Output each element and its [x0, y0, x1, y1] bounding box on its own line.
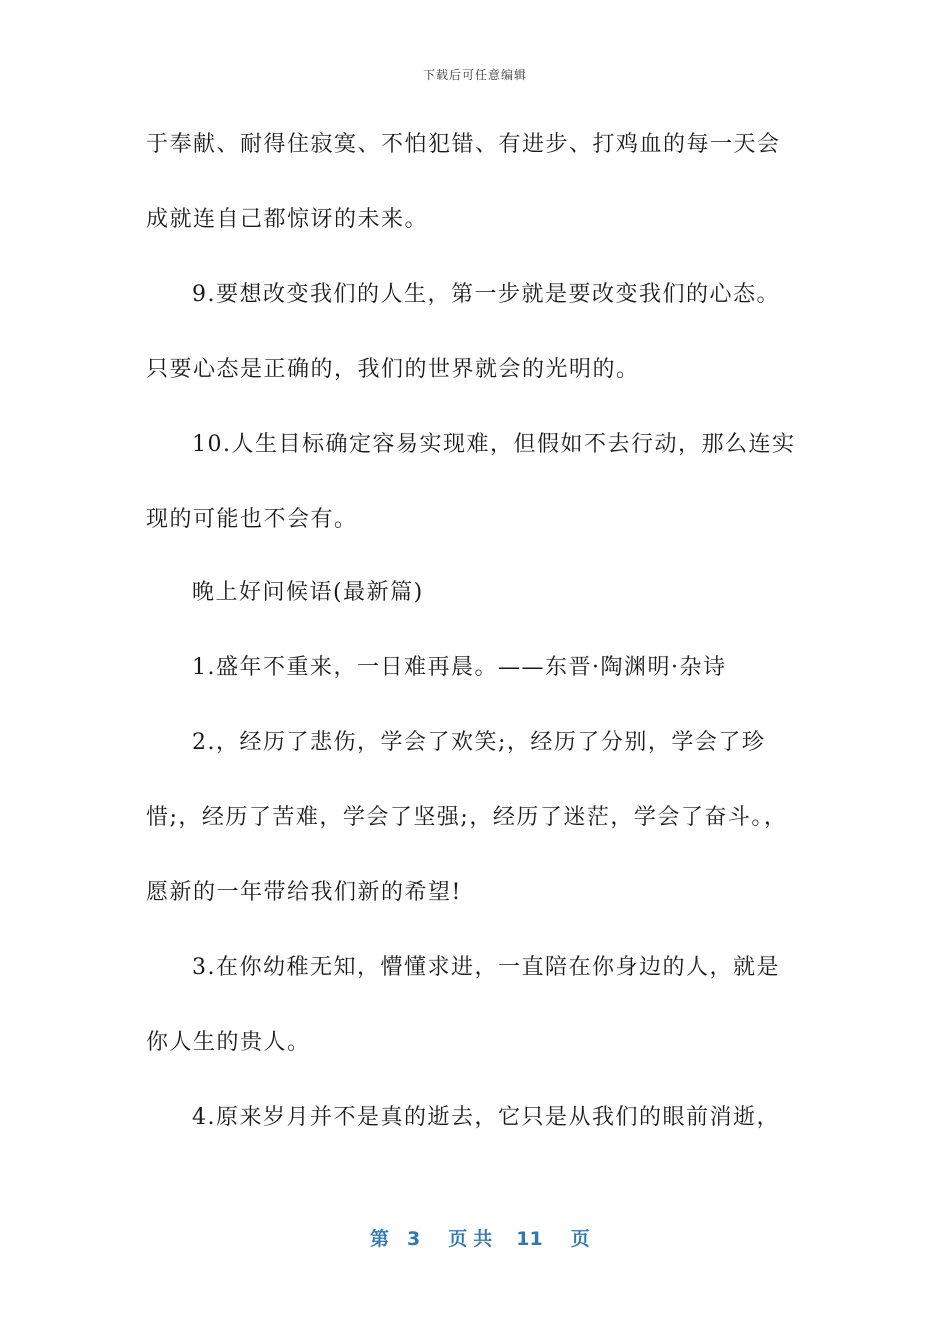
body-line: 1.盛年不重来，一日难再晨。——东晋·陶渊明·杂诗: [192, 655, 727, 680]
footer-page-suffix: 页: [570, 1228, 590, 1250]
footer-page-prefix: 第: [370, 1228, 390, 1250]
body-line: 9.要想改变我们的人生，第一步就是要改变我们的心态。: [192, 282, 780, 307]
footer-current-page: 3: [407, 1228, 421, 1250]
footer-total-pages: 11: [516, 1228, 543, 1250]
body-line: 现的可能也不会有。: [146, 507, 358, 532]
section-heading: 晚上好问候语(最新篇): [192, 580, 424, 605]
footer-page-middle: 页共: [448, 1228, 499, 1250]
body-line: 成就连自己都惊讶的未来。: [146, 207, 429, 232]
header-note: 下载后可任意编辑: [422, 68, 527, 82]
body-line: 愿新的一年带给我们新的希望!: [146, 880, 462, 905]
page-footer: [370, 1224, 590, 1251]
body-line: 3.在你幼稚无知，懵懂求进，一直陪在你身边的人，就是: [192, 955, 780, 980]
body-line: 10.人生目标确定容易实现难，但假如不去行动，那么连实: [192, 432, 796, 457]
body-line: 2.，经历了悲伤，学会了欢笑;，经历了分别，学会了珍: [192, 730, 766, 755]
body-line: 于奉献、耐得住寂寞、不怕犯错、有进步、打鸡血的每一天会: [146, 132, 781, 157]
body-line: 惜;，经历了苦难，学会了坚强;，经历了迷茫，学会了奋斗。，: [146, 805, 788, 830]
body-line: 只要心态是正确的，我们的世界就会的光明的。: [146, 357, 640, 382]
body-line: 4.原来岁月并不是真的逝去，它只是从我们的眼前消逝，: [192, 1105, 780, 1130]
body-line: 你人生的贵人。: [146, 1030, 311, 1055]
